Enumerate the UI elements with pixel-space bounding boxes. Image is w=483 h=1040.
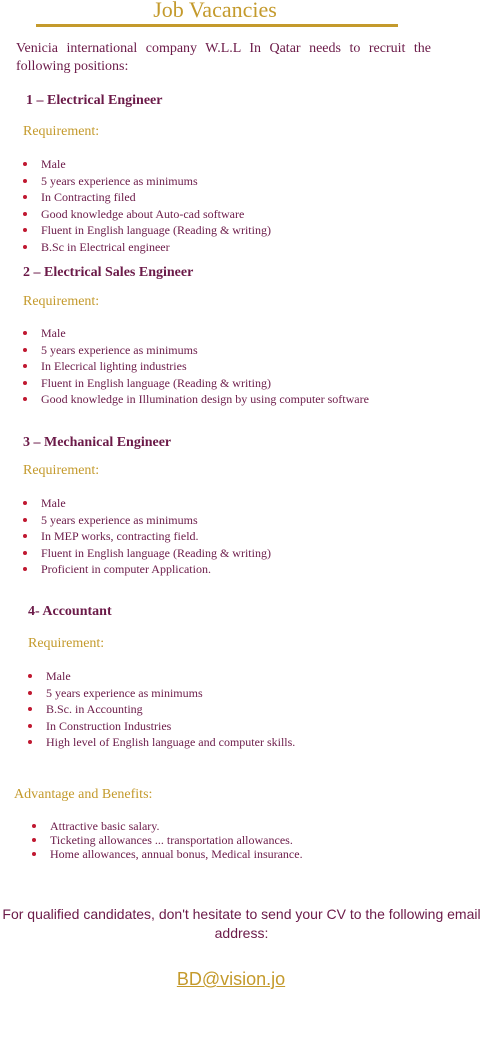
bullet-icon	[23, 397, 27, 401]
bullet-icon	[23, 534, 27, 538]
list-item: Fluent in English language (Reading & writing)	[41, 545, 271, 562]
position-4-requirement-label: Requirement:	[28, 636, 105, 651]
bullet-icon	[28, 707, 32, 711]
email-link[interactable]: BD@vision.jo	[176, 969, 286, 989]
position-4-requirements-list	[46, 668, 295, 751]
bullet-icon	[28, 674, 32, 678]
list-item: High level of English language and computer skills.	[46, 734, 295, 751]
bullet-icon	[23, 195, 27, 199]
list-item: Ticketing allowances ... transportation allowances.	[50, 833, 303, 847]
benefits-list	[50, 819, 303, 861]
list-item: Male	[41, 495, 271, 512]
benefits-heading: Advantage and Benefits:	[14, 787, 153, 802]
list-item: Fluent in English language (Reading & writing)	[41, 375, 369, 392]
position-1-requirement-label: Requirement:	[23, 124, 100, 139]
list-item: Male	[41, 156, 271, 173]
bullet-icon	[23, 228, 27, 232]
list-item: 5 years experience as minimums	[41, 173, 271, 190]
list-item: Male	[41, 325, 369, 342]
list-item: 5 years experience as minimums	[41, 512, 271, 529]
bullet-icon	[23, 501, 27, 505]
list-item: Good knowledge about Auto-cad software	[41, 206, 271, 223]
bullet-icon	[23, 364, 27, 368]
list-item: Proficient in computer Application.	[41, 561, 271, 578]
list-item: Good knowledge in Illumination design by using computer software	[41, 391, 369, 408]
list-item: In Elecrical lighting industries	[41, 358, 369, 375]
position-2-requirement-label: Requirement:	[23, 294, 100, 309]
list-item: Fluent in English language (Reading & writing)	[41, 222, 271, 239]
position-3-requirement-label: Requirement:	[23, 463, 100, 478]
bullet-icon	[23, 381, 27, 385]
intro-text: Venicia international company W.L.L In Qatar needs to recruit the following positions:	[16, 41, 431, 74]
bullet-icon	[23, 179, 27, 183]
list-item: Male	[46, 668, 295, 685]
list-item: B.Sc. in Accounting	[46, 701, 295, 718]
bullet-icon	[23, 212, 27, 216]
bullet-icon	[23, 348, 27, 352]
position-2-heading: 2 – Electrical Sales Engineer	[23, 265, 194, 280]
list-item: In Contracting filed	[41, 189, 271, 206]
bullet-icon	[28, 691, 32, 695]
bullet-icon	[23, 518, 27, 522]
position-1-requirements-list	[41, 156, 271, 256]
title-underline	[36, 24, 398, 27]
position-1-heading: 1 – Electrical Engineer	[26, 93, 163, 108]
bullet-icon	[32, 838, 36, 842]
position-3-requirements-list	[41, 495, 271, 578]
list-item: Attractive basic salary.	[50, 819, 303, 833]
list-item: 5 years experience as minimums	[41, 342, 369, 359]
bullet-icon	[32, 824, 36, 828]
position-4-heading: 4- Accountant	[28, 604, 112, 619]
page-title: Job Vacancies	[153, 0, 277, 22]
bullet-icon	[28, 724, 32, 728]
list-item: Home allowances, annual bonus, Medical insurance.	[50, 847, 303, 861]
bullet-icon	[23, 162, 27, 166]
position-3-heading: 3 – Mechanical Engineer	[23, 435, 172, 450]
bullet-icon	[23, 551, 27, 555]
list-item: In MEP works, contracting field.	[41, 528, 271, 545]
bullet-icon	[32, 852, 36, 856]
bullet-icon	[28, 740, 32, 744]
bullet-icon	[23, 567, 27, 571]
bullet-icon	[23, 245, 27, 249]
list-item: 5 years experience as minimums	[46, 685, 295, 702]
footer-text: For qualified candidates, don't hesitate to send your CV to the following email address:	[2, 906, 481, 941]
list-item: In Construction Industries	[46, 718, 295, 735]
bullet-icon	[23, 331, 27, 335]
list-item: B.Sc in Electrical engineer	[41, 239, 271, 256]
position-2-requirements-list	[41, 325, 369, 408]
